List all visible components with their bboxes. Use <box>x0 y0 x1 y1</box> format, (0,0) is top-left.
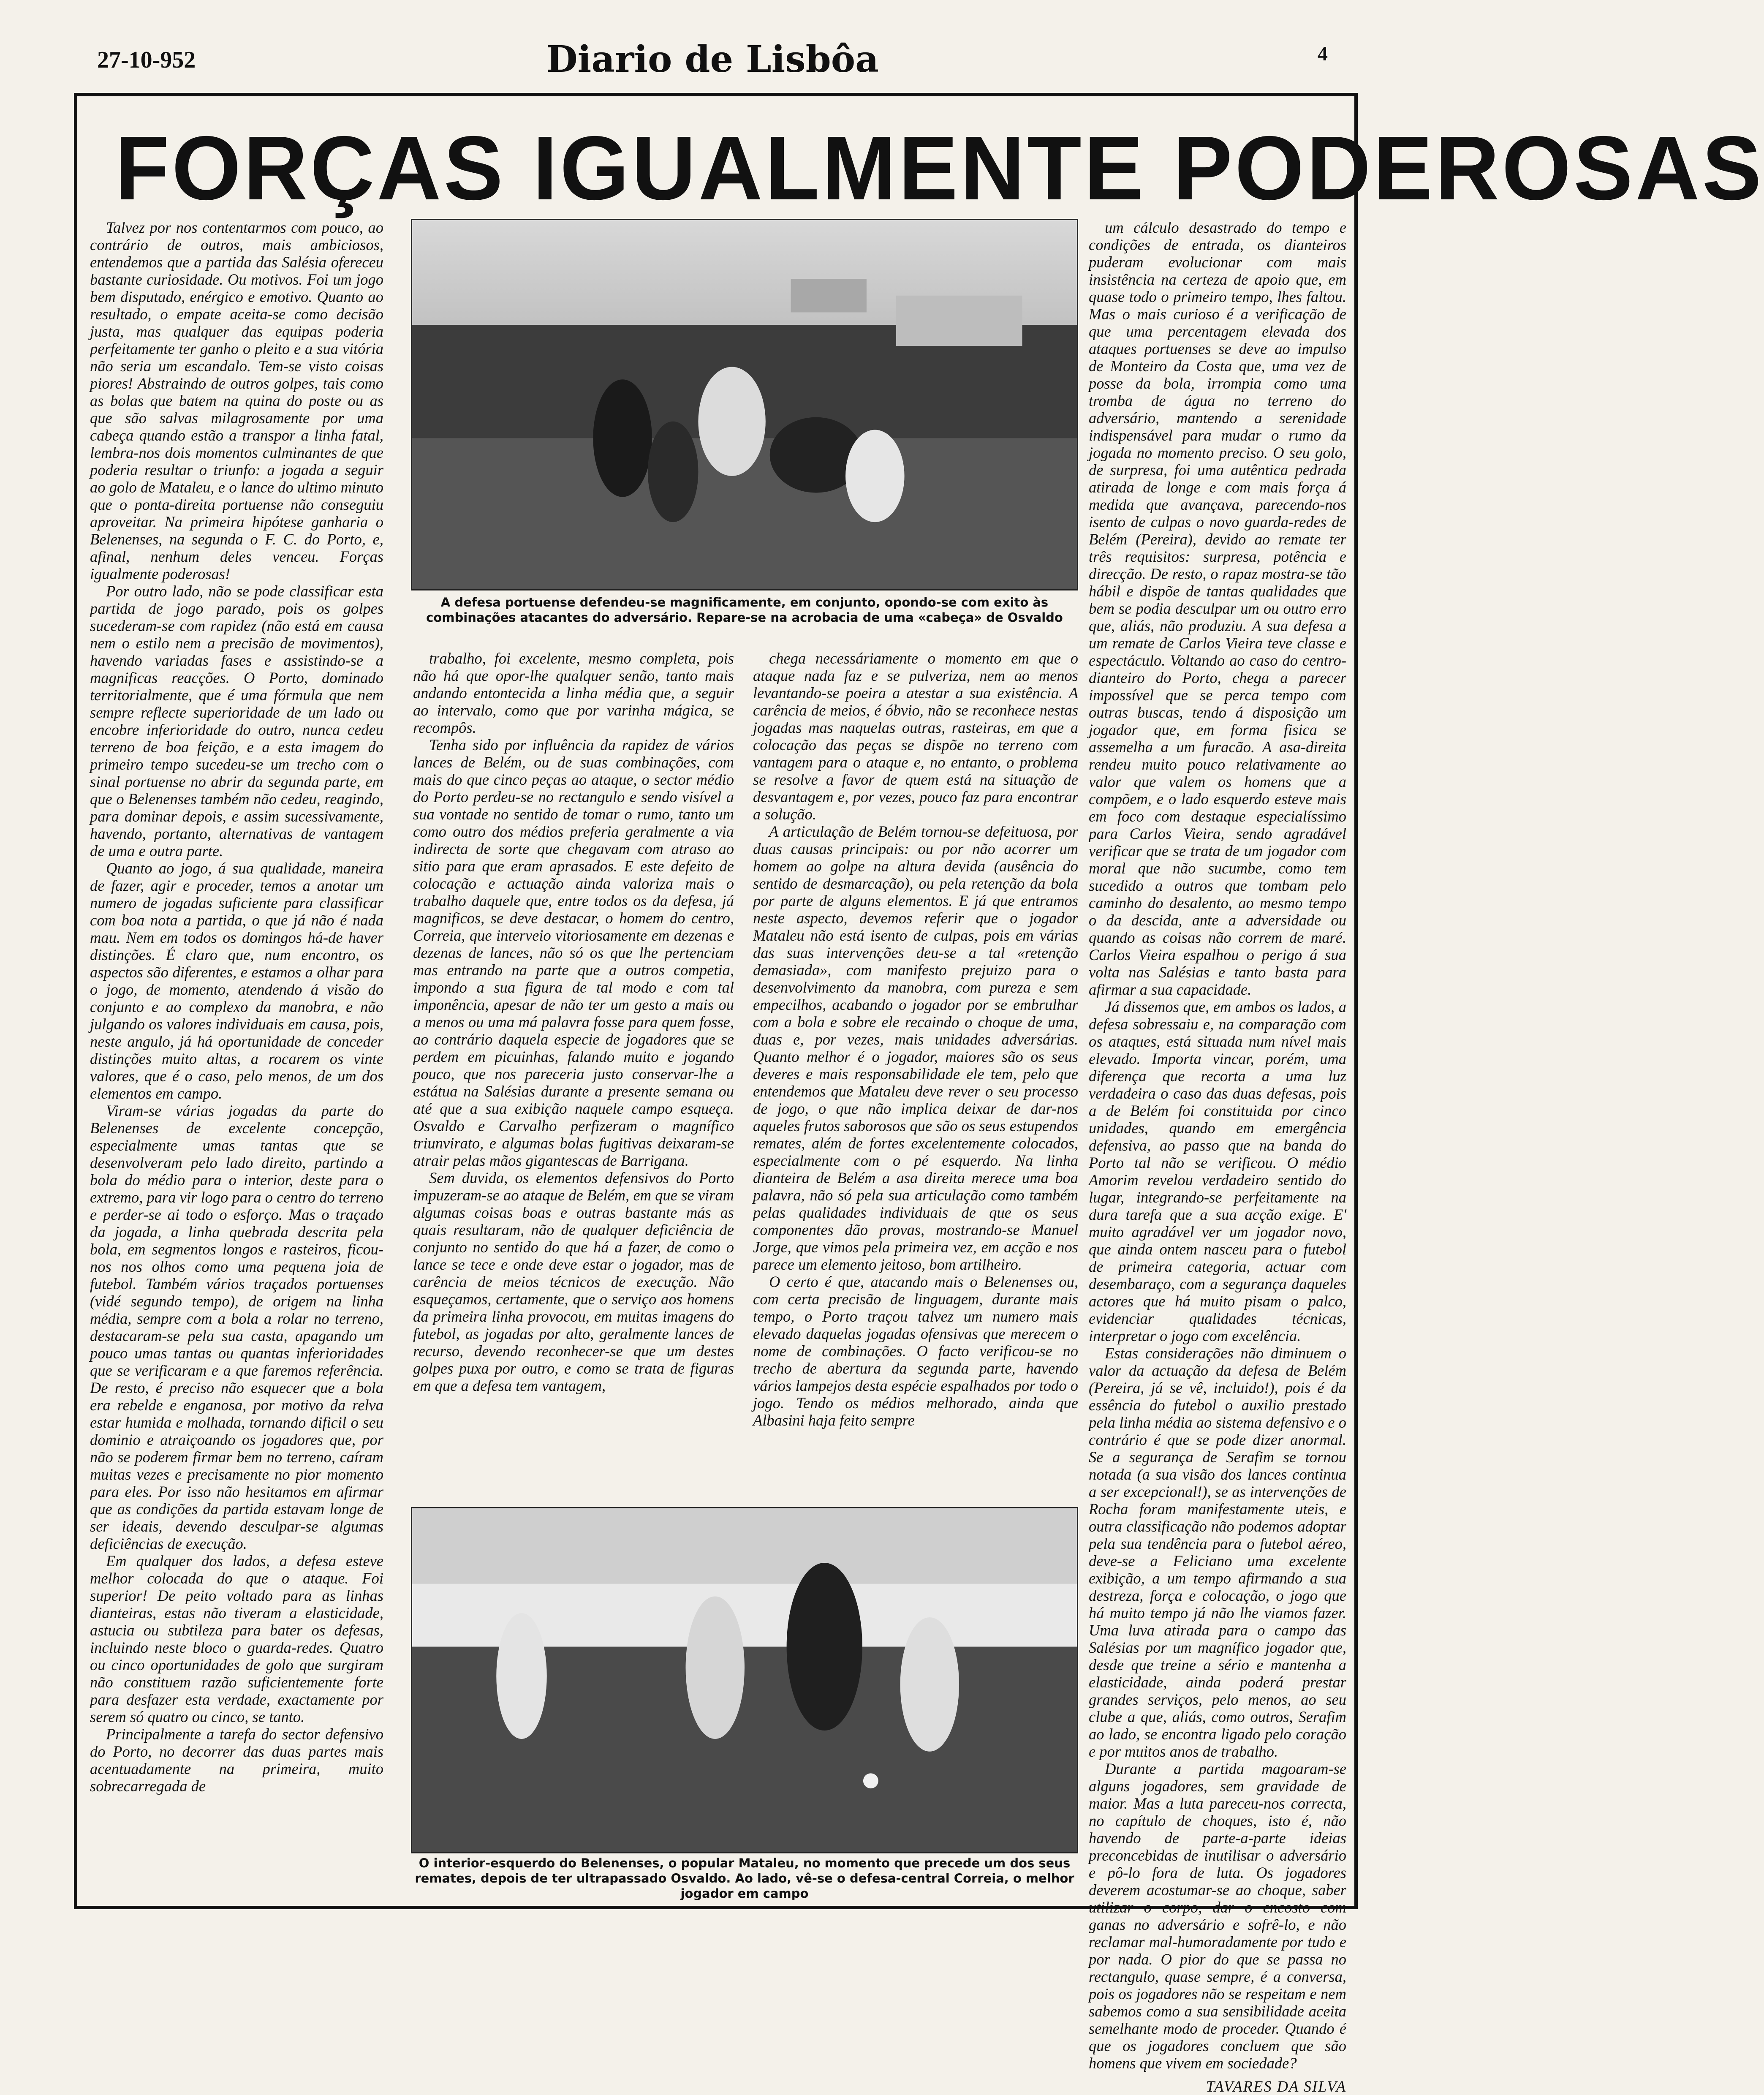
issue-date: 27-10-952 <box>97 47 196 73</box>
paragraph: Talvez por nos contentarmos com pouco, ao contrário de outros, mais ambiciosos, entendemos que a partida das Salésia ofereceu bastante curiosidade. Ou motivos. Foi um jogo bem disputado, enérgico e emotivo. Quanto ao resultado, o empate aceita-se como decisão justa, mas qualquer das equipas poderia perfeitamente ter ganho o pleito e a sua vitória não seria um escandalo. Tem-se visto coisas piores! Abstraindo de outros golpes, tais como as bolas que batem na quina do poste ou as que são salvas milagrosamente por uma cabeça quando estão a transpor a linha fatal, lembra-nos dois momentos culminantes de que poderia resultar o triunfo: a jogada a seguir ao golo de Mataleu, e o lance do ultimo minuto que o ponta-direita portuense não conseguiu aproveitar. Na primeira hipótese ganharia o Belenenses, na segunda o F. C. do Porto, e, afinal, nenhum deles venceu. Forças igualmente poderosas! <box>90 219 383 582</box>
article-column-4 <box>1089 219 1346 2095</box>
page-number: 4 <box>1318 43 1328 65</box>
paragraph: Tenha sido por influência da rapidez de vários lances de Belém, ou de suas combinações, com mais do que cinco peças ao ataque, o sector médio do Porto perdeu-se no rectangulo e sendo visível a sua vontade no sentido de tomar o rumo, tanto um como outro dos médios preferia geralmente a via indirecta de sorte que chegavam com atraso ao sitio para que eram aprasados. E este defeito de colocação e actuação ainda valoriza mais o trabalho daquele que, entre todos os da defesa, já magnificos, se deve destacar, o homem do centro, Correia, que interveio vitoriosamente em dezenas e dezenas de lances, não só os que lhe pertenciam mas entrando na parte que a outros competia, impondo a sua figura de tal modo e com tal imponência, apesar de não ter um gesto a mais ou a menos ou uma má palavra fosse para quem fosse, ao contrário daquela especie de jogadores que se perdem em picuinhas, falando muito e jogando pouco, que nos pareceria justo conservar-lhe a estátua na Salésias durante a presente semana ou até que a sua exibição naquele campo esqueça. Osvaldo e Carvalho perfizeram o magnífico triunvirato, e algumas bolas fugitivas deixaram-se atrair pelas mãos gigantescas de Barrigana. <box>413 736 734 1169</box>
paragraph: trabalho, foi excelente, mesmo completa, pois não há que opor-lhe qualquer senão, tanto mais andando entontecida a linha média que, a seguir ao intervalo, como que por varinha mágica, se recompôs. <box>413 650 734 736</box>
paragraph: O certo é que, atacando mais o Belenenses ou, com certa precisão de linguagem, durante mais tempo, o Porto traçou talvez um numero mais elevado daquelas jogadas ofensivas que merecem o nome de combinações. O facto verificou-se no trecho de abertura da segunda parte, havendo vários lampejos desta espécie espalhados por todo o jogo. Tendo os médios melhorado, ainda que Albasini haja feito sempre <box>753 1273 1078 1429</box>
photo-mataleu-caption: O interior-esquerdo do Belenenses, o popular Mataleu, no momento que precede um dos seus remates, depois de ter ultrapassado Osvaldo. Ao lado, vê-se o defesa-central Correia, o melhor jogador em campo <box>415 1856 1074 1901</box>
paragraph: A articulação de Belém tornou-se defeituosa, por duas causas principais: ou por não acorrer um homem ao golpe na altura devida (ausência do sentido de desmarcação), ou pela retenção da bola por parte de alguns elementos. E já que entramos neste aspecto, devemos referir que o jogador Mataleu não está isento de culpas, pois em várias das suas intervenções deu-se a tal «retenção demasiada», com manifesto prejuizo para o desenvolvimento da manobra, com pureza e sem empecilhos, acabando o jogador por se embrulhar com a bola e sobre ele recaindo o choque de uma, duas e, por vezes, mais unidades adversárias. Quanto melhor é o jogador, maiores são os seus deveres e mais responsabilidade ele tem, pelo que entendemos que Mataleu deve rever o seu processo de jogo, o que não implica deixar de dar-nos aqueles frutos saborosos que são os seus estupendos remates, além de fortes excelentemente colocados, especialmente com o pé esquerdo. Na linha dianteira de Belém a asa direita merece uma boa palavra, não só pela sua articulação como também pelas qualidades individuais de que os seus componentes dão provas, mostrando-se Manuel Jorge, que vimos pela primeira vez, em acção e nos parece um elemento jeitoso, bom artilheiro. <box>753 823 1078 1273</box>
paragraph: chega necessáriamente o momento em que o ataque nada faz e se pulveriza, nem ao menos levantando-se poeira a atestar a sua existência. A carência de meios, é óbvio, não se reconhece nestas jogadas mas naquelas outras, rasteiras, em que a colocação das peças se dispõe no terreno com vantagem para o ataque e, no entanto, o problema se resolve a favor de quem está na situação de desvantagem e, por vezes, pouco faz para encontrar a solução. <box>753 650 1078 823</box>
paragraph: Estas considerações não diminuem o valor da actuação da defesa de Belém (Pereira, já se vê, incluido!), pois é da essência do futebol o auxilio prestado pela linha média ao sistema defensivo e o contrário é que se pode dizer anormal. Se a segurança de Serafim se tornou notada (a sua visão dos lances continua a ser excepcional!), se as intervenções de Rocha foram manifestamente uteis, e outra classificação não podemos adoptar pela sua tendência para o futebol aéreo, deve-se a Feliciano uma excelente exibição, a um tempo afirmando a sua destreza, força e colocação, o jogo que há muito tempo já não lhe viamos fazer. Uma luva atirada para o campo das Salésias por um magnífico jogador que, desde que treine a sério e mantenha a elasticidade, ainda poderá prestar grandes serviços, pelo menos, ao seu clube a que, aliás, como outros, Serafim ao lado, se encontra ligado pelo coração e por muitos anos de trabalho. <box>1089 1344 1346 1760</box>
article-headline: FORÇAS IGUALMENTE PODEROSAS <box>115 117 1764 219</box>
paragraph: um cálculo desastrado do tempo e condições de entrada, os dianteiros puderam evolucionar com mais insistência na certeza de apoio que, em quase todo o primeiro tempo, lhes faltou. Mas o mais curioso é a verificação de que uma percentagem elevada dos ataques portuenses se deve ao impulso de Monteiro da Costa que, uma vez de posse da bola, irrompia como uma tromba de água no terreno do adversário, mantendo a serenidade indispensável para mudar o rumo da jogada no momento preciso. O seu golo, de surpresa, foi uma autêntica pedrada atirada de longe e com mais força á medida que avançava, parecendo-nos isento de culpas o novo guarda-redes de Belém (Pereira), devido ao remate ter três requisitos: surpresa, potência e direcção. De resto, o rapaz mostra-se tão hábil e dispõe de tantas qualidades que bem se podia desculpar um ou outro erro que, aliás, não produziu. A sua defesa a um remate de Carlos Vieira teve classe e espectáculo. Voltando ao caso do centro-dianteiro do Porto, chega a parecer impossível que se perca tempo com outras buscas, tendo á disposição um jogador que, em forma fisica se assemelha a um furacão. A asa-direita rendeu muito pouco relativamente ao valor que valem os homens que a compõem, e o lado esquerdo esteve mais em foco com destaque especialíssimo para Carlos Vieira, sendo agradável verificar que se trata de um jogador com moral que não sucumbe, como tem sucedido a outros que tombam pelo caminho do desalento, ao mesmo tempo o da descida, ante a adversidade ou quando as coisas não correm de maré. Carlos Vieira espalhou o perigo á sua volta nas Salésias e tanto basta para afirmar a sua capacidade. <box>1089 219 1346 998</box>
article-column-1 <box>90 219 383 1896</box>
paragraph: Durante a partida magoaram-se alguns jogadores, sem gravidade de maior. Mas a luta pareceu-nos correcta, no capítulo de choques, isto é, não havendo de parte-a-parte ideias preconcebidas de inutilisar o adversário e pô-lo fora de luta. Os jogadores deverem acostumar-se ao choque, saber utilizar o corpo, dar o encosto com ganas no adversário e sofrê-lo, e não reclamar mal-humoradamente por tudo e por nada. O pior do que se passa no rectangulo, quase sempre, é a conversa, pois os jogadores não se respeitam e nem sabemos como a sua sensibilidade aceita semelhante modo de proceder. Quando é que os jogadores concluem que são homens que vivem em sociedade? <box>1089 1760 1346 2072</box>
photo-defense-caption: A defesa portuense defendeu-se magnificamente, em conjunto, opondo-se com exito às combinações atacantes do adversário. Repare-se na acrobacia de uma «cabeça» de Osvaldo <box>426 595 1063 625</box>
article-column-2 <box>413 650 734 1499</box>
photo-mataleu <box>411 1507 1078 1853</box>
photo-defense <box>411 219 1078 590</box>
paragraph: Viram-se várias jogadas da parte do Belenenses de excelente concepção, especialmente umas tantas que se desenvolveram pelo lado direito, partindo a bola do médio para o interior, deste para o extremo, para vir logo para o centro do terreno e perder-se ai todo o esforço. Mas o traçado da jogada, a linha quebrada descrita pela bola, em segmentos longos e rasteiros, ficou-nos nos olhos como uma pequena joia de futebol. Também vários traçados portuenses (vidé segundo tempo), de origem na linha média, sempre com a bola a rolar no terreno, destacaram-se pela sua casta, apagando um pouco umas tantas ou quantas inferioridades que se verificaram e a que faremos referência. De resto, é preciso não esquecer que a bola era rebelde e enganosa, por motivo da relva estar humida e molhada, tornando dificil o seu dominio e atraiçoando os jogadores que, por não se poderem firmar bem no terreno, caíram muitas vezes e precisamente no pior momento para eles. Por isso não hesitamos em afirmar que as condições da partida estavam longe de ser ideais, devendo desculpar-se algumas deficiências de execução. <box>90 1102 383 1552</box>
article-frame <box>74 93 1764 2095</box>
newspaper-title: Diario de Lisbôa <box>546 38 879 81</box>
paragraph: Quanto ao jogo, á sua qualidade, maneira de fazer, agir e proceder, temos a anotar um numero de jogadas suficiente para classificar com boa nota a partida, o que já não é nada mau. Nem em todos os domingos há-de haver distinções. É claro que, num encontro, os aspectos são diferentes, e estamos a olhar para o jogo, de momento, atendendo á visão do conjunto e ao complexo da manobra, e não julgando os valores individuais em causa, pois, neste angulo, já há oportunidade de conceder distinções muito altas, a rocarem os vinte valores, que é o caso, pelo menos, de um dos elementos em campo. <box>90 860 383 1102</box>
paragraph: Sem duvida, os elementos defensivos do Porto impuzeram-se ao ataque de Belém, em que se viram algumas coisas boas e outras bastante más as quais resultaram, não de qualquer deficiência de conjunto no sentido do que há a fazer, de como o lance se tece e onde deve estar o jogador, mas de carência de meios técnicos de execução. Não esqueçamos, certamente, que o serviço aos homens da primeira linha provocou, em muitas imagens do futebol, as jogadas por alto, geralmente lances de recurso, devendo reconhecer-se que um destes golpes puxa por outro, e como se trata de figuras em que a defesa tem vantagem, <box>413 1169 734 1394</box>
masthead <box>97 38 1328 84</box>
paragraph: Já dissemos que, em ambos os lados, a defesa sobressaiu e, na comparação com os ataques, está situada num nível mais elevado. Importa vincar, porém, uma diferença que recorta a uma luz verdadeira o caso das duas defesas, pois a de Belém foi constituida por cinco unidades, quando em emergência defensiva, ao passo que na banda do Porto tal não se verificou. O médio Amorim revelou verdadeiro sentido do lugar, integrando-se perfeitamente na dura tarefa que a sua acção exige. E' muito agradável ver um jogador novo, que ainda ontem nasceu para o futebol de primeira categoria, actuar com desembaraço, com a segurança daqueles actores que há muito pisam o palco, evidenciar qualidades técnicas, interpretar o jogo com excelência. <box>1089 998 1346 1344</box>
football-photo-2 <box>412 1508 1077 1852</box>
football-photo-1 <box>412 220 1077 589</box>
author-signature: TAVARES DA SILVA <box>1206 2078 1346 2095</box>
article-column-3 <box>753 650 1078 1499</box>
paragraph: Por outro lado, não se pode classificar esta partida de jogo parado, pois os golpes sucederam-se com rapidez (não está em causa nem o estilo nem a precisão de movimentos), havendo variadas fases e assistindo-se a magnificas reacções. O Porto, dominado territorialmente, que é uma fórmula que nem sempre reflecte superioridade de um lado ou encobre inferioridade do outro, nunca cedeu terreno de boa feição, e a esta imagem do primeiro tempo sucedeu-se um trecho com o sinal portuense no abrir da segunda parte, em que o Belenenses também não cedeu, reagindo, para dominar depois, e assim sucessivamente, havendo, portanto, alternativas de vantagem de uma e outra parte. <box>90 582 383 860</box>
paragraph: Em qualquer dos lados, a defesa esteve melhor colocada do que o ataque. Foi superior! De peito voltado para as linhas dianteiras, estas não tiveram a elasticidade, astucia ou subtileza para bater os defesas, incluindo neste bloco o guarda-redes. Quatro ou cinco oportunidades de golo que surgiram não constituem razão suficientemente forte para desfazer esta verdade, exactamente por serem só quatro ou cinco, se tanto. <box>90 1552 383 1725</box>
paragraph: Principalmente a tarefa do sector defensivo do Porto, no decorrer das duas partes mais acentuadamente na primeira, muito sobrecarregada de <box>90 1725 383 1795</box>
